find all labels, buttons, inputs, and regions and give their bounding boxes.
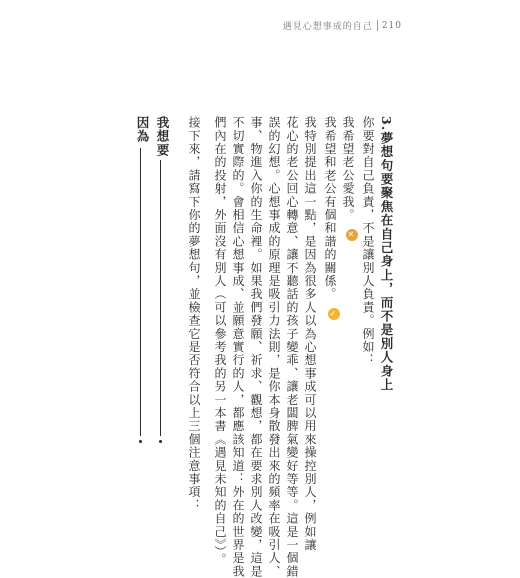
bad-example (340, 116, 358, 241)
intro-text: 你要對自己負責，不是讓別人負責。例如： (361, 116, 375, 367)
bad-example-text: 我希望老公愛我。 (341, 116, 355, 222)
write-line-want[interactable] (160, 160, 161, 436)
field-label-want: 我想要 (155, 116, 170, 158)
cross-icon: ✕ (346, 229, 358, 241)
paragraph-line: 我特別提出這一點，是因為很多人以為心想事成可以用來操控別人，例如讓 (303, 116, 317, 552)
book-title: 遇見心想事成的自己 (282, 22, 373, 32)
instruction-text: 接下來，請寫下你的夢想句，並檢查它是否符合以上三個注意事項： (187, 116, 201, 512)
check-icon: ✓ (328, 308, 340, 320)
paragraph-line: 誤的幻想。心想事成的原理是吸引力法則，是你本身散發出來的頻率在吸引人、 (267, 116, 281, 578)
paragraph-line: 事、物進入你的生命裡。如果我們發願、祈求、觀想，都在要求別人改變，這是 (249, 116, 263, 578)
running-header (283, 19, 402, 32)
line-end-dot (159, 440, 162, 443)
field-label-because: 因為 (135, 116, 150, 144)
header-divider (377, 20, 378, 31)
paragraph-line: 不切實際的。會相信心想事成、並願意實行的人，都應該知道：外在的世界是我 (231, 116, 245, 578)
write-line-because[interactable] (140, 148, 141, 436)
good-example-text: 我希望和老公有個和諧的關係。 (323, 116, 337, 301)
paragraph-line: 花心的老公回心轉意、讓不聽話的孩子變乖、讓老闆脾氣變好等等。這是一個錯 (285, 116, 299, 578)
page-number: 210 (381, 20, 402, 31)
good-example (322, 116, 340, 320)
line-end-dot (139, 440, 142, 443)
paragraph-line: 們內在的投射，外面沒有別人（可以參考我的另一本書《遇見未知的自己》）。 (213, 116, 227, 566)
section-heading: 3.夢想句要聚焦在自己身上，而不是別人身上 (379, 116, 394, 392)
